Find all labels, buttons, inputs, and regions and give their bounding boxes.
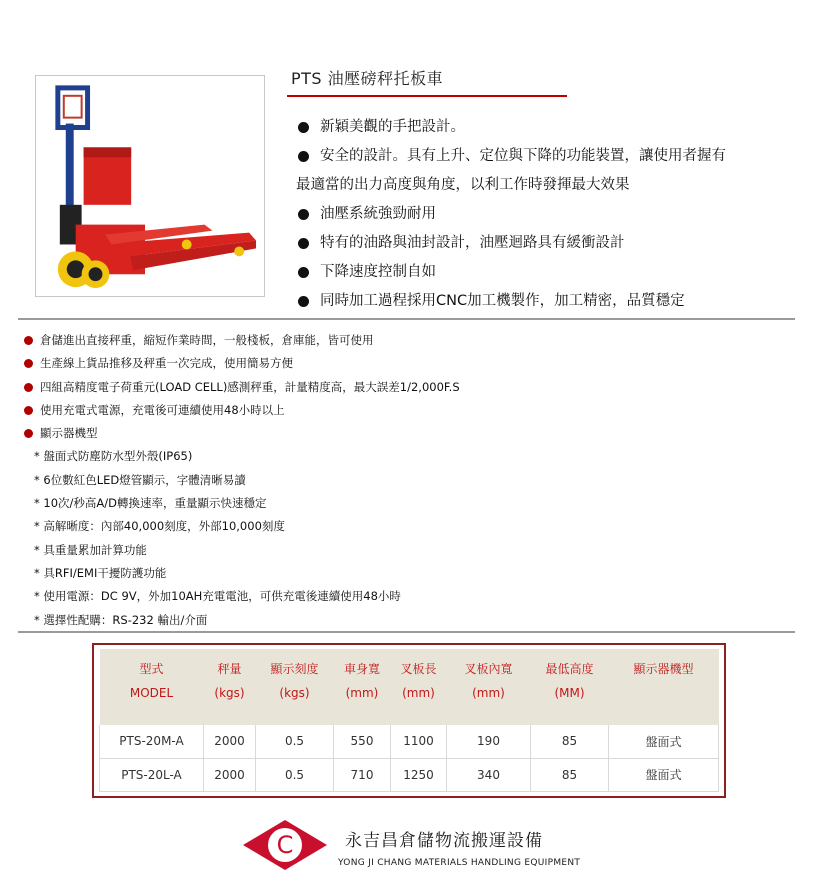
column-header: 車身寬 (mm) — [343, 662, 380, 700]
feature-item: 油壓系統強勁耐用 — [296, 200, 796, 229]
feature-item: 下降速度控制自如 — [296, 258, 796, 287]
table-cell: 85 — [531, 758, 609, 791]
display-spec-item: * 具RFI/EMI干擾防護功能 — [34, 565, 167, 580]
brand-name-chinese: 永吉昌倉儲物流搬運設備 — [345, 831, 543, 851]
red-bullet-icon — [24, 429, 33, 438]
spec-item: 倉儲進出直接秤重，縮短作業時間，一般棧板，倉庫能，皆可使用 — [24, 329, 460, 352]
feature-list — [296, 113, 796, 316]
table-cell: 0.5 — [256, 758, 334, 791]
table-row — [100, 725, 719, 758]
bullet-icon — [298, 209, 309, 220]
company-logo — [243, 820, 327, 870]
table-row — [100, 758, 719, 791]
red-bullet-icon — [24, 359, 33, 368]
feature-item: 新穎美觀的手把設計。 — [296, 113, 796, 142]
feature-item: 同時加工過程採用CNC加工機製作，加工精密，品質穩定 — [296, 287, 796, 316]
feature-item-continued: 最適當的出力高度與角度，以利工作時發揮最大效果 — [296, 177, 630, 193]
spec-item: 使用充電式電源，充電後可連續使用48小時以上 — [24, 399, 460, 422]
display-spec-item: * 10次/秒高A/D轉換速率，重量顯示快速穩定 — [34, 496, 267, 511]
table-cell: 340 — [447, 758, 531, 791]
table-cell: 1250 — [391, 758, 447, 791]
bullet-icon — [298, 122, 309, 133]
column-header: 最低高度 (MM) — [545, 662, 594, 700]
red-bullet-icon — [24, 406, 33, 415]
spec-item: 生產線上貨品推移及秤重一次完成，使用簡易方便 — [24, 352, 460, 375]
bullet-icon — [298, 267, 309, 278]
display-spec-item: * 選擇性配購：RS-232 輸出/介面 — [34, 612, 208, 627]
table-cell: 盤面式 — [609, 725, 719, 758]
brand-name-english: YONG JI CHANG MATERIALS HANDLING EQUIPMENT — [338, 858, 581, 868]
pallet-truck-illustration — [36, 76, 264, 296]
product-title: PTS 油壓磅秤托板車 — [291, 69, 444, 88]
table-cell: 2000 — [204, 725, 256, 758]
spec-list — [24, 329, 460, 632]
table-cell: 0.5 — [256, 725, 334, 758]
spec-item: 顯示器機型 — [24, 422, 460, 445]
column-header: 叉板長 (mm) — [400, 662, 437, 700]
table-cell: 550 — [334, 725, 391, 758]
bullet-icon — [298, 238, 309, 249]
section-divider — [18, 318, 795, 320]
logo-letter: C — [276, 831, 294, 859]
display-spec-item: * 具重量累加計算功能 — [34, 542, 147, 557]
feature-item: 特有的油路與油封設計，油壓迴路具有緩衝設計 — [296, 229, 796, 258]
column-header: 秤量 (kgs) — [214, 662, 245, 700]
column-header: 型式 MODEL — [129, 662, 174, 700]
spec-table — [99, 649, 719, 792]
bullet-icon — [298, 151, 309, 162]
red-bullet-icon — [24, 336, 33, 345]
table-cell: 85 — [531, 725, 609, 758]
section-divider — [18, 631, 795, 633]
table-cell: 2000 — [204, 758, 256, 791]
display-spec-item: * 6位數紅色LED燈管顯示，字體清晰易讀 — [34, 472, 246, 487]
spec-table-frame — [92, 643, 726, 798]
red-bullet-icon — [24, 383, 33, 392]
table-cell: 盤面式 — [609, 758, 719, 791]
table-cell: 1100 — [391, 725, 447, 758]
column-header: 顯示器機型 — [633, 662, 694, 676]
feature-item: 安全的設計。具有上升、定位與下降的功能裝置，讓使用者握有 — [296, 142, 796, 171]
table-cell: 710 — [334, 758, 391, 791]
title-underline — [287, 95, 567, 97]
display-spec-item: * 使用電源：DC 9V，外加10AH充電電池，可供充電後連續使用48小時 — [34, 589, 401, 604]
bullet-icon — [298, 296, 309, 307]
column-header: 顯示刻度 (kgs) — [270, 662, 319, 700]
table-cell: PTS-20M-A — [100, 725, 204, 758]
column-header: 叉板內寬 (mm) — [464, 662, 513, 700]
product-photo — [35, 75, 265, 297]
display-spec-item: * 盤面式防塵防水型外殼(IP65) — [34, 449, 193, 464]
table-header-row — [100, 649, 719, 725]
table-cell: 190 — [447, 725, 531, 758]
table-cell: PTS-20L-A — [100, 758, 204, 791]
spec-item: 四組高精度電子荷重元(LOAD CELL)感測秤重，計量精度高，最大誤差1/2,000F.S — [24, 376, 460, 399]
display-spec-item: * 高解晰度：內部40,000刻度，外部10,000刻度 — [34, 519, 285, 534]
